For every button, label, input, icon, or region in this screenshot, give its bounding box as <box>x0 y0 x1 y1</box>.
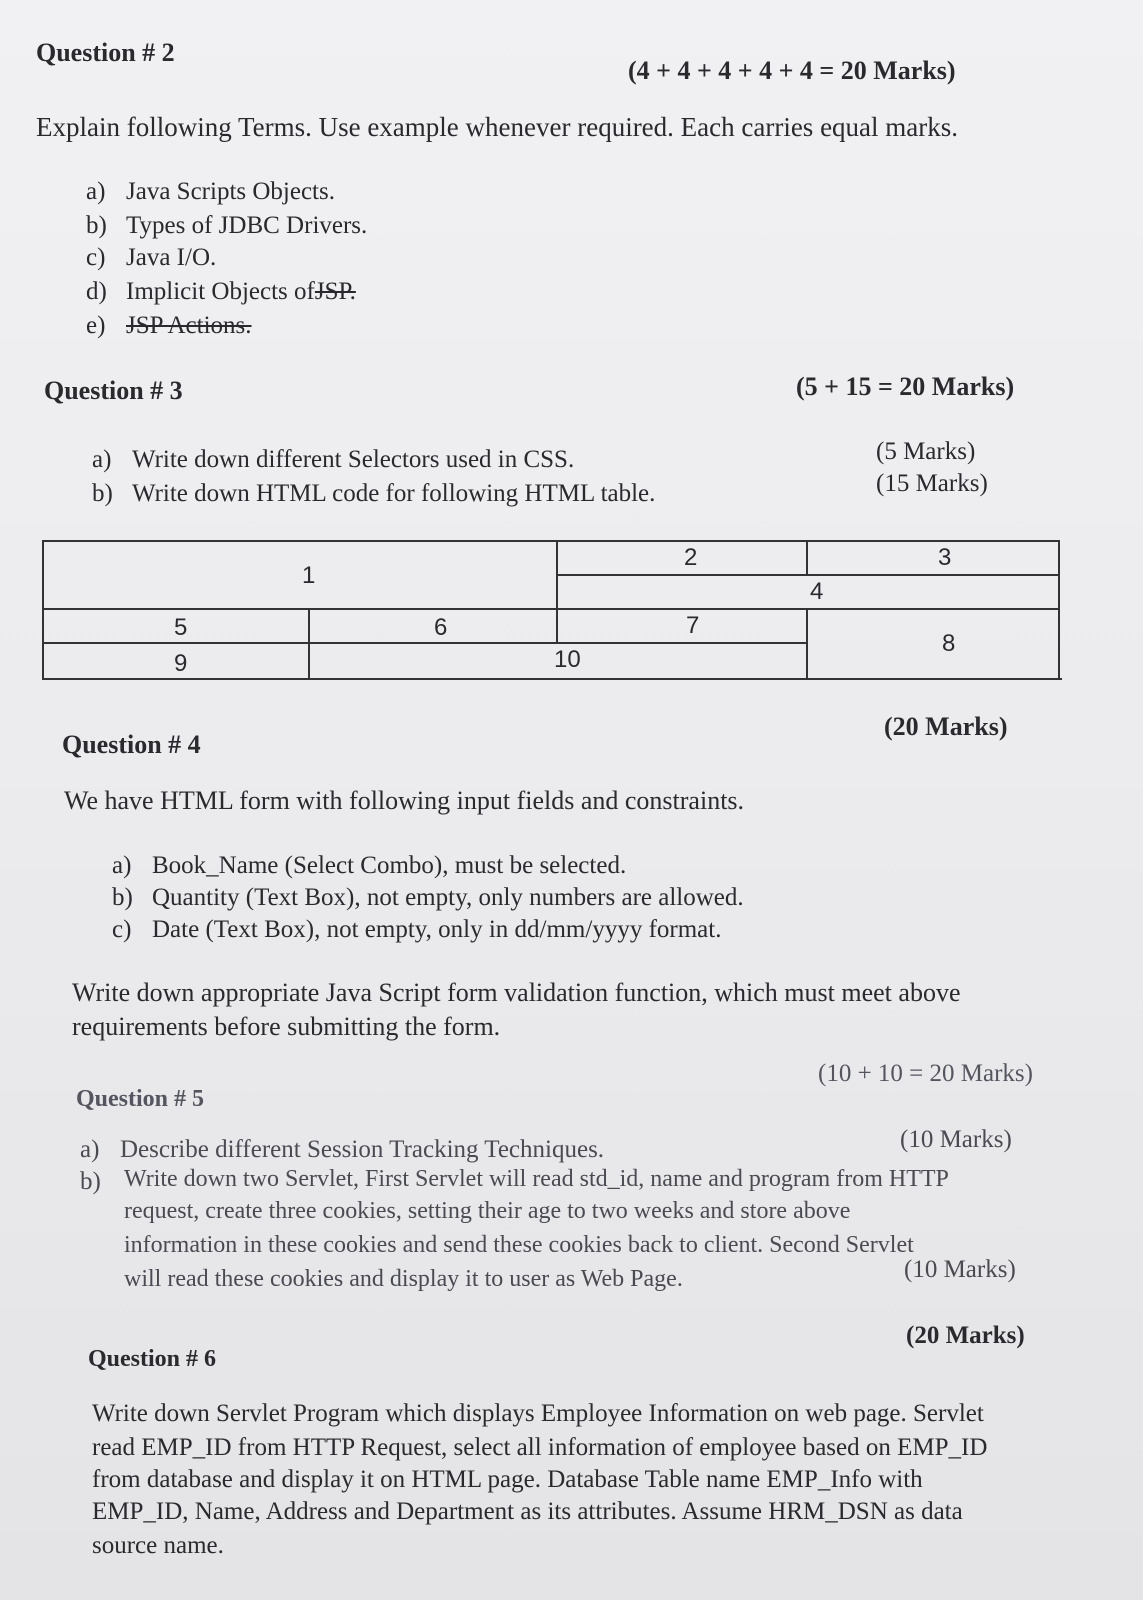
q6-title: Question # 6 <box>88 1346 217 1372</box>
table-line-v3 <box>308 608 310 680</box>
table-line-v1 <box>556 540 558 610</box>
q6-line-2: read EMP_ID from HTTP Request, select all information of employee based on EMP_ID <box>92 1434 988 1461</box>
table-cell-5: 5 <box>174 614 188 641</box>
table-line-v5 <box>806 608 808 680</box>
q4-task-line-1: Write down appropriate Java Script form validation function, which must meet above <box>72 978 961 1007</box>
q2-instruction: Explain following Terms. Use example whenever required. Each carries equal marks. <box>36 112 959 142</box>
table-cell-8: 8 <box>942 630 956 657</box>
table-line-v2 <box>806 540 808 576</box>
q6-line-4: EMP_ID, Name, Address and Department as its attributes. Assume HRM_DSN as data <box>92 1498 963 1525</box>
q6-line-3: from database and display it on HTML page. Database Table name EMP_Info with <box>92 1466 923 1493</box>
q5-title: Question # 5 <box>76 1086 205 1112</box>
table-border-bottom <box>42 678 1062 680</box>
q5-marks: (10 + 10 = 20 Marks) <box>818 1060 1033 1087</box>
q4-task-line-2: requirements before submitting the form. <box>72 1012 501 1041</box>
table-line-h3 <box>42 642 808 644</box>
table-cell-9: 9 <box>174 650 188 677</box>
q4-intro: We have HTML form with following input fields and constraints. <box>64 786 745 815</box>
q4-item-c: c) Date (Text Box), not empty, only in dd/mm/yyyy format. <box>112 916 722 943</box>
table-cell-2: 2 <box>684 544 698 571</box>
table-cell-10: 10 <box>554 646 581 673</box>
q6-line-5: source name. <box>92 1532 224 1559</box>
q6-line-1: Write down Servlet Program which displays Employee Information on web page. Servlet <box>92 1400 984 1427</box>
q5-item-b-marks: (10 Marks) <box>904 1256 1016 1283</box>
q5-item-b-line-1: Write down two Servlet, First Servlet will read std_id, name and program from HTTP <box>124 1166 949 1192</box>
q5-item-b-line-2: request, create three cookies, setting their age to two weeks and store above <box>124 1198 851 1224</box>
table-border-top <box>42 540 1058 542</box>
table-line-h2 <box>42 608 1060 610</box>
q3-marks: (5 + 15 = 20 Marks) <box>796 372 1015 401</box>
table-cell-3: 3 <box>938 544 952 571</box>
q2-item-b: b) Types of JDBC Drivers. <box>86 212 368 239</box>
q2-title: Question # 2 <box>36 38 175 67</box>
q5-item-b-line-4: will read these cookies and display it to user as Web Page. <box>124 1266 683 1292</box>
q5-item-b-letter: b) <box>80 1168 101 1195</box>
table-cell-6: 6 <box>434 614 448 641</box>
table-cell-1: 1 <box>302 562 316 589</box>
q3-item-a: a) Write down different Selectors used in CSS. <box>92 446 575 473</box>
table-border-right <box>1058 540 1060 680</box>
q2-item-a: a) Java Scripts Objects. <box>86 178 335 205</box>
q3-item-a-marks: (5 Marks) <box>876 438 976 465</box>
q2-item-e: e) JSP Actions. <box>86 312 252 339</box>
q2-item-d: d) Implicit Objects ofJSP. <box>86 278 356 305</box>
q4-item-a: a) Book_Name (Select Combo), must be selected. <box>112 852 627 879</box>
q4-item-b: b) Quantity (Text Box), not empty, only numbers are allowed. <box>112 884 744 911</box>
q3-item-b: b) Write down HTML code for following HTML table. <box>92 480 656 507</box>
table-cell-4: 4 <box>810 578 824 605</box>
q4-title: Question # 4 <box>62 730 201 759</box>
table-border-left <box>42 540 44 680</box>
q2-marks: (4 + 4 + 4 + 4 + 4 = 20 Marks) <box>628 56 956 85</box>
q3-item-b-marks: (15 Marks) <box>876 470 988 497</box>
q5-item-a: a) Describe different Session Tracking Techniques. <box>80 1136 605 1163</box>
table-line-v4 <box>556 608 558 644</box>
q5-item-a-marks: (10 Marks) <box>900 1126 1012 1153</box>
q2-item-c: c) Java I/O. <box>86 244 217 271</box>
q3-title: Question # 3 <box>44 376 183 405</box>
q6-marks: (20 Marks) <box>906 1322 1025 1349</box>
table-cell-7: 7 <box>686 612 700 639</box>
q4-marks: (20 Marks) <box>884 712 1008 741</box>
q5-item-b-line-3: information in these cookies and send these cookies back to client. Second Servlet <box>124 1232 914 1258</box>
